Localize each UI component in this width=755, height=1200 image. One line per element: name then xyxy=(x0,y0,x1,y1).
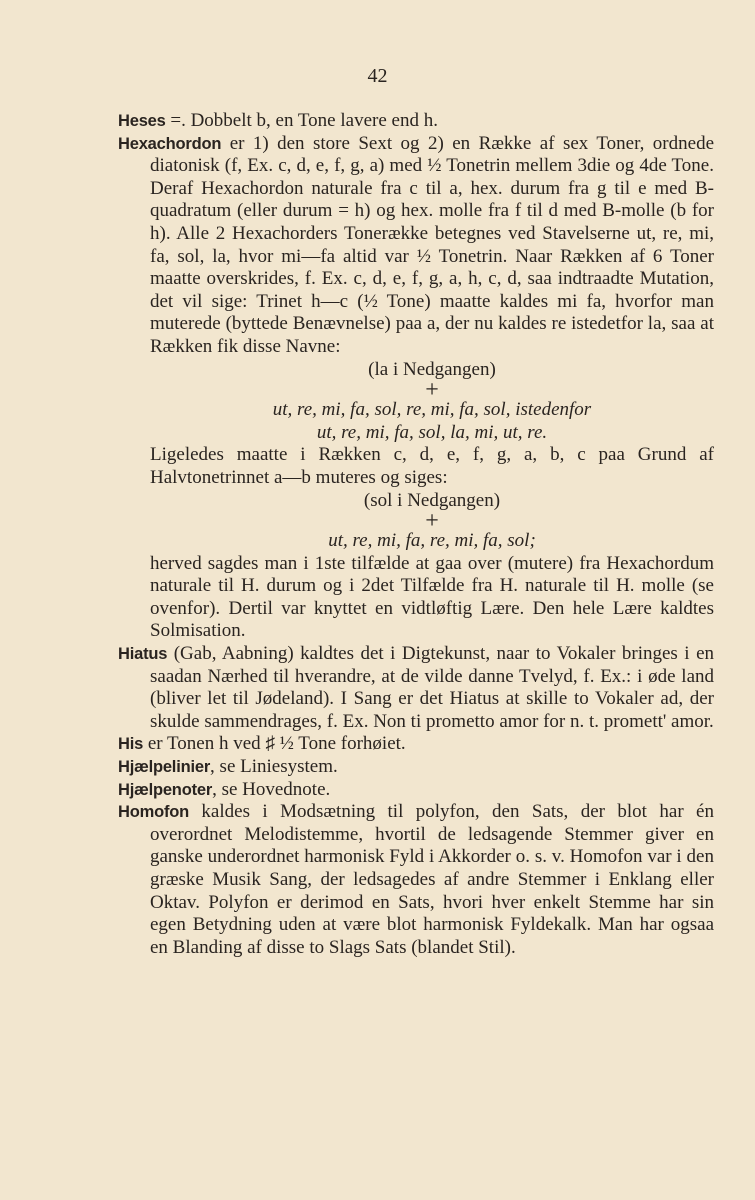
entry-hiatus xyxy=(118,643,714,733)
plus-sign: + xyxy=(425,377,439,404)
definition: er 1) den store Sext og 2) en Række af sex Toner, ordnede diatonisk (f, Ex. c, d, e, f, g, a) med ½ Tonetrin mellem 3die og 4de Tone. Deraf Hexachordon naturale fra c til a, hex. durum fra g til e med B-quadratum (eller durum = h) og hex. molle fra f til d med B-molle (b for h). Alle 2 Hexachorders Tonerække betegnes ved Stavelserne ut, re, mi, fa, sol, la, hvor mi—fa altid var ½ Tonetrin. Naar Rækken af 6 Toner maatte overskrides, f. Ex. c, d, e, f, g, a, h, c, d, saa indtraadte Mutation, det vil sige: Trinet h—c (½ Tone) maatte kaldes mi fa, hvorfor man muterede (byttede Benævnelse) paa a, der nu kaldes re istedetfor la, saa at Rækken fik disse Navne: xyxy=(150,132,715,357)
syllable-line: ut, re, mi, fa, sol, re, mi, fa, sol, istedenfor xyxy=(272,399,592,421)
entry-hjaelpelinier xyxy=(118,756,714,779)
headword: Hjælpelinier xyxy=(118,758,211,777)
headword: Homofon xyxy=(118,803,189,822)
headword: Hiatus xyxy=(118,645,168,664)
definition: , se Hovednote. xyxy=(212,778,331,800)
paragraph: herved sagdes man i 1ste tilfælde at gaa over (mutere) fra Hexachordum naturale til H. durum og i 2det Tilfælde fra H. naturale til H. molle (se ovenfor). Dertil var knyttet en vidtløftig Lære. Den hele Lære kaldtes Solmisation. xyxy=(150,552,714,642)
entry-homofon xyxy=(118,801,714,959)
entry-his xyxy=(118,733,714,756)
plus-sign: + xyxy=(425,508,439,535)
note-la-descending: (la i Nedgangen) xyxy=(368,358,496,380)
definition: (Gab, Aabning) kaldtes det i Digtekunst, naar to Vokaler bringes i en saadan Nærhed til hverandre, at de vilde danne Tvelyd, f. Ex.: i øde land (bliver let til Jødeland). I Sang er det Hiatus at skille to Vokaler ad, der skulde sammendrages, f. Ex. Non ti prometto amor for n. t. promett' amor. xyxy=(150,643,715,732)
syllable-line: ut, re, mi, fa, sol, la, mi, ut, re. xyxy=(316,421,548,443)
headword: Hjælpenoter xyxy=(118,780,213,799)
headword: Hexachordon xyxy=(118,134,222,153)
definition: kaldes i Modsætning til polyfon, den Sats, der blot har én overordnet Melodistemme, hvortil de ledsagende Stemmer giver en ganske underordnet harmonisk Fyld i Akkorder o. s. v. Homofon var i den græske Musik Sang, der ledsagedes af andre Stemmer i Enklang eller Oktav. Polyfon er derimod en Sats, hvori hver enkelt Stemme har sin egen Betydning uden at være blot harmonisk Fyldekalk. Man har ogsaa en Blanding af disse to Slags Sats (blandet Stil). xyxy=(150,801,714,958)
paragraph: Ligeledes maatte i Rækken c, d, e, f, g, a, b, c paa Grund af Halvtonetrinnet a—b muteres og siges: xyxy=(150,444,714,488)
entry-hexachordon xyxy=(118,133,714,359)
definition: er Tonen h ved ♯ ½ Tone forhøiet. xyxy=(147,733,406,755)
headword: His xyxy=(118,735,144,754)
entry-hjaelpenoter xyxy=(118,779,714,802)
definition: =. Dobbelt b, en Tone lavere end h. xyxy=(170,110,438,131)
entry-heses xyxy=(118,110,714,133)
dictionary-text xyxy=(118,110,714,959)
headword: Heses xyxy=(118,112,166,130)
note-sol-descending: (sol i Nedgangen) xyxy=(363,489,501,511)
syllable-line: ut, re, mi, fa, re, mi, fa, sol; xyxy=(328,530,536,552)
page-number: 42 xyxy=(367,65,388,87)
definition: , se Liniesystem. xyxy=(210,756,338,778)
